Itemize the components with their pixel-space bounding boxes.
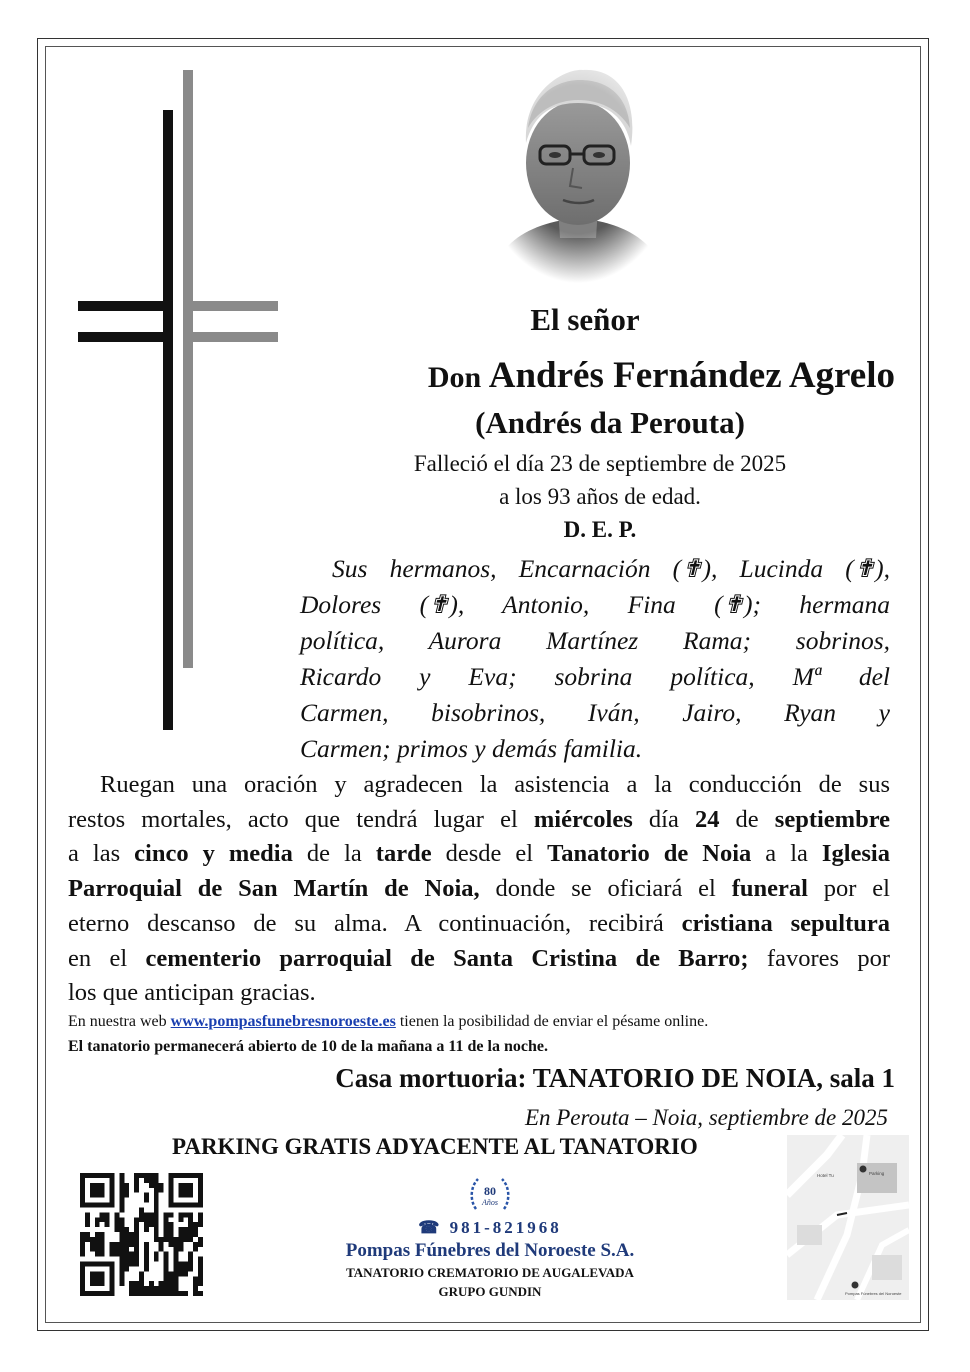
name-prefix: Don <box>427 361 489 394</box>
location-map[interactable] <box>787 1135 909 1300</box>
ceremony-line: a las cinco y media de la tarde desde el Tanatorio de Noia a la Iglesia <box>68 840 890 868</box>
family-paragraph <box>300 551 890 767</box>
qr-code-icon[interactable] <box>80 1173 203 1296</box>
casa-mortuoria: Casa mortuoria: TANATORIO DE NOIA, sala 1 <box>335 1063 895 1093</box>
parking-notice: PARKING GRATIS ADYACENTE AL TANATORIO <box>172 1134 698 1159</box>
svg-text:80: 80 <box>484 1184 496 1198</box>
title-el-senor: El señor <box>530 302 640 337</box>
website-link[interactable]: www.pompasfunebresnoroeste.es <box>170 1013 396 1030</box>
ceremony-line: restos mortales, acto que tendrá lugar el miércoles día 24 de septiembre <box>68 805 891 833</box>
ceremony-line: en el cementerio parroquial de Santa Cristina de Barro; favores por <box>68 944 890 972</box>
company-name: Pompas Fúnebres del Noroeste S.A. <box>345 1240 635 1261</box>
map-pin-icon <box>852 1282 859 1289</box>
place-date: En Perouta – Noia, septiembre de 2025 <box>524 1105 888 1130</box>
tanatorio-hours: El tanatorio permanecerá abierto de 10 de la mañana a 11 de la noche. <box>68 1038 548 1055</box>
anniversary-logo-icon <box>466 1171 514 1219</box>
death-date: Falleció el día 23 de septiembre de 2025 <box>413 451 787 476</box>
crematorio-name: TANATORIO CREMATORIO DE AUGALEVADA <box>346 1265 634 1280</box>
family-line: Carmen, bisobrinos, Iván, Jairo, Ryan y <box>300 698 890 727</box>
web-condolence-note: En nuestra web www.pompasfunebresnoroeste.es tienen la posibilidad de enviar el pésame online. <box>68 1013 709 1030</box>
family-line: Dolores (✟), Antonio, Fina (✟); hermana <box>300 590 890 619</box>
map-label: Parking <box>869 1171 885 1176</box>
age-line: a los 93 años de edad. <box>499 484 701 509</box>
dep-text: D. E. P. <box>563 517 637 542</box>
family-line: política, Aurora Martínez Rama; sobrinos, <box>300 626 890 655</box>
cross-icon <box>75 70 280 735</box>
nickname: (Andrés da Perouta) <box>475 405 745 440</box>
family-line: Ricardo y Eva; sobrina política, Mª del <box>300 662 890 691</box>
phone-icon: ☎ <box>418 1218 443 1237</box>
svg-text:Años: Años <box>482 1198 498 1207</box>
ceremony-paragraph <box>68 768 890 1011</box>
map-label: Pompas Fúnebres del Noroeste <box>845 1291 902 1296</box>
map-pin-icon <box>860 1166 867 1173</box>
phone-number: ☎ 981-821968 <box>418 1218 562 1237</box>
map-label: Hotel Tu <box>817 1173 834 1178</box>
ceremony-line: los que anticipan gracias. <box>68 979 316 1007</box>
ceremony-line: eterno descanso de su alma. A continuación, recibirá cristiana sepultura <box>68 909 891 937</box>
family-line: Sus hermanos, Encarnación (✟), Lucinda (✟), <box>332 554 890 583</box>
deceased-name <box>320 354 895 397</box>
name-text: Andrés Fernández Agrelo <box>488 355 895 396</box>
group-name: GRUPO GUNDIN <box>438 1284 542 1299</box>
deceased-portrait <box>488 58 668 283</box>
ceremony-line: Parroquial de San Martín de Noia, donde se oficiará el funeral por el <box>68 875 890 903</box>
ceremony-line: Ruegan una oración y agradecen la asistencia a la conducción de sus <box>100 771 890 798</box>
family-line: Carmen; primos y demás familia. <box>300 734 643 763</box>
